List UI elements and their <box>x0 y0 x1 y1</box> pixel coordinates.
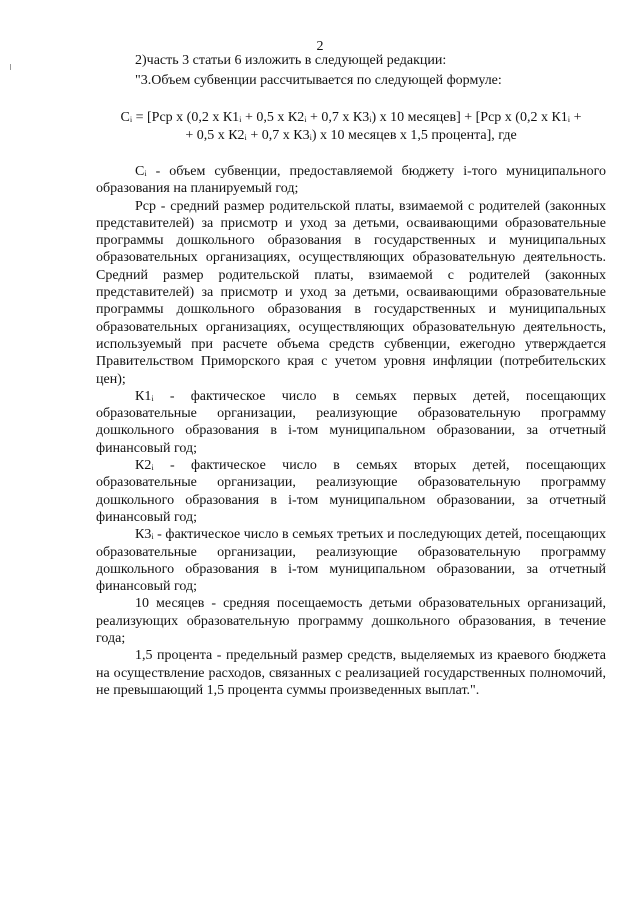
definition-rsr: Рср - средний размер родительской платы, взимаемой с родителей (законных представителей) за присмотр и уход за детьми, осваивающими образовательные программы дошкольного образования в государственных и муниципальных образовательных организациях, осуществляющих образовательную деятельность. Средний размер родительской платы, взимаемой с родителей (законных представителей) за присмотр и уход за детьми, осваивающими образовательные программы дошкольного образования в государственных и муниципальных образовательных организациях, осуществляющих образовательную деятельность, используемый при расчете объема средств субвенции, ежегодно утверждается Правительством Приморского края с учетом уровня инфляции (потребительских цен); <box>96 198 606 387</box>
definitions-block <box>96 163 606 699</box>
definition-percent: 1,5 процента - предельный размер средств, выделяемых из краевого бюджета на осуществление расходов, связанных с реализацией государственных полномочий, не превышающий 1,5 процента суммы произведенных выплат.". <box>96 648 606 698</box>
page-number: 2 <box>316 39 324 54</box>
formula-line-1: Cᵢ = [Рср х (0,2 х К1ᵢ + 0,5 х К2ᵢ + 0,7 х К3ᵢ) х 10 месяцев] + [Рср х (0,2 х К1ᵢ + <box>120 110 582 125</box>
definition-months: 10 месяцев - средняя посещаемость детьми образовательных организаций, реализующих образовательную программу дошкольного образования, в течение года; <box>96 596 606 647</box>
margin-mark <box>10 64 11 70</box>
definition-k3: К3ᵢ - фактическое число в семьях третьих и последующих детей, посещающих образовательные организации, реализующие образовательную программу дошкольного образования в i-том муниципальном образовании, за отчетный финансовый год; <box>96 527 606 595</box>
amendment-heading: 2)часть 3 статьи 6 изложить в следующей редакции: <box>135 53 447 68</box>
definition-k2: К2ᵢ - фактическое число в семьях вторых детей, посещающих образовательные организации, реализующие образовательную программу дошкольного образования в i-том муниципальном образовании, за отчетный финансовый год; <box>96 458 606 525</box>
formula-intro: "3.Объем субвенции рассчитывается по следующей формуле: <box>135 73 502 88</box>
formula-line-2: + 0,5 х К2ᵢ + 0,7 х К3ᵢ) х 10 месяцев х 1,5 процента], где <box>185 128 517 143</box>
definition-k1: К1ᵢ - фактическое число в семьях первых детей, посещающих образовательные организации, реализующие образовательную программу дошкольного образования в i-том муниципальном образовании, за отчетный финансовый год; <box>96 388 606 456</box>
definition-ci: Cᵢ - объем субвенции, предоставляемой бюджету i-того муниципального образования на планируемый год; <box>96 164 606 197</box>
